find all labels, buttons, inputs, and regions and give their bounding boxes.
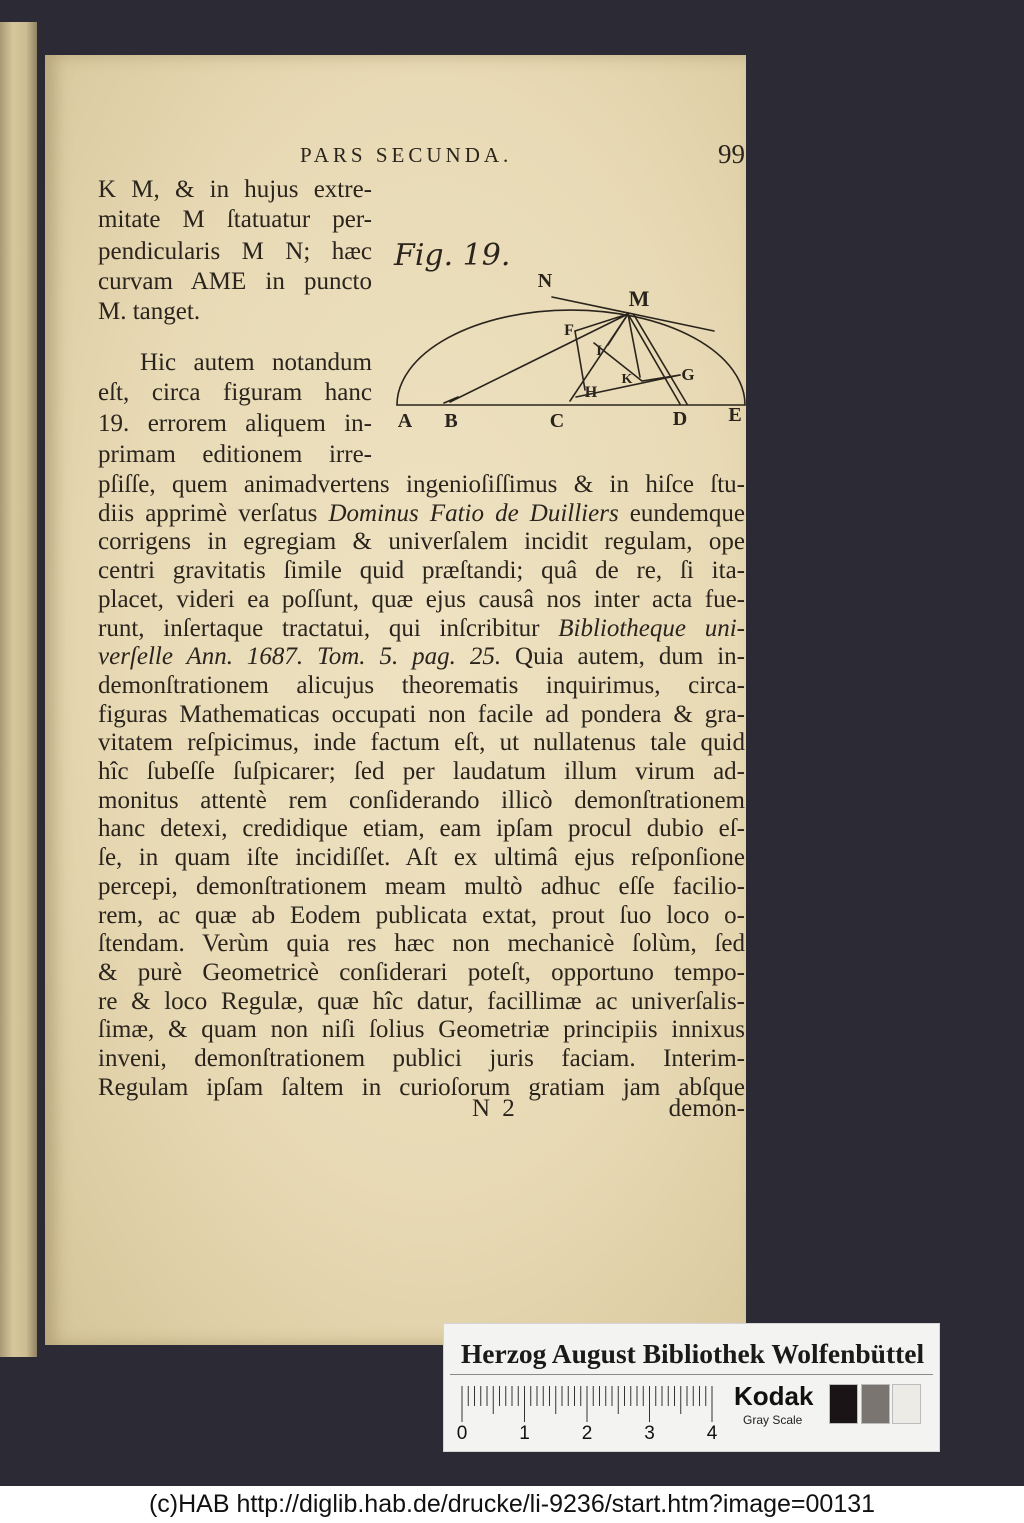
side-text-line: 19. errorem aliquem in-	[98, 410, 372, 437]
label-g: G	[681, 365, 695, 384]
text-segment: corrigens in egregiam & univerſalem incidit regulam, ope	[98, 528, 745, 556]
copyright-footer: (c)HAB http://diglib.hab.de/drucke/li-9236/start.htm?image=00131	[0, 1486, 1024, 1523]
label-e: E	[728, 404, 742, 426]
text-segment: Quia autem, dum in-	[501, 643, 745, 671]
label-n: N	[537, 270, 553, 292]
label-f: F	[564, 322, 574, 339]
ruler-label: 4	[706, 1423, 718, 1444]
side-text-line: primam editionem irre-	[98, 441, 372, 468]
centimeter-ruler	[459, 1384, 717, 1424]
label-m: M	[628, 286, 650, 311]
side-text-line: mitate M ſtatuatur per-	[98, 206, 372, 233]
side-text-line: curvam AME in puncto	[98, 268, 372, 295]
ruler-label: 2	[581, 1423, 593, 1444]
body-text-line	[98, 814, 745, 843]
label-b: B	[444, 410, 458, 432]
library-name: Herzog August Bibliothek Wolfenbüttel	[460, 1338, 925, 1369]
side-text-line: eſt, circa figuram hanc	[98, 379, 372, 406]
text-segment: figuras Mathematicas occupati non facile ad pondera & gra-	[98, 700, 745, 728]
body-text-line	[98, 757, 745, 786]
text-segment: monitus attentè rem conſiderando illicò demonſtrationem	[98, 786, 745, 814]
previous-page-edge	[0, 22, 37, 1357]
label-c: C	[549, 410, 565, 432]
text-segment: percepi, demonſtrationem meam multò adhuc eſſe facilio-	[98, 872, 745, 900]
body-text-line	[98, 786, 745, 815]
paragraph-first-line: Hic autem notandum	[140, 349, 372, 376]
kodak-logo: Kodak	[734, 1381, 814, 1411]
label-h: H	[584, 384, 598, 401]
library-scale-card	[443, 1323, 940, 1452]
text-segment: diis apprimè verſatus	[98, 499, 329, 527]
body-text-line	[98, 958, 745, 987]
body-text-line	[98, 929, 745, 958]
body-text-line	[98, 700, 745, 729]
ruler-label: 3	[644, 1423, 655, 1444]
text-segment: eundemque	[618, 499, 745, 527]
body-text-line	[98, 499, 745, 528]
text-segment: & purè Geometricè conſiderari poteſt, opportuno tempo-	[98, 958, 745, 986]
body-text-line	[98, 901, 745, 930]
text-segment: placet, videri ea poſſunt, quæ ejus causâ nos inter acta fue-	[98, 585, 745, 613]
gray-patch-mid	[861, 1384, 890, 1424]
text-segment: demonſtrationem alicujus theorematis inquirimus, circa-	[98, 671, 745, 699]
figure-caption: Fig. 19.	[394, 238, 511, 273]
text-segment: re & loco Regulæ, quæ hîc datur, facillimæ ac univerſalis-	[98, 987, 745, 1015]
body-text-line	[98, 728, 745, 757]
body-text-line	[98, 585, 745, 614]
text-segment: centri gravitatis ſimile quid præſtandi; quâ de re, ſi ita-	[98, 557, 745, 585]
text-segment: inveni, demonſtrationem publici juris faciam. Interim-	[98, 1045, 745, 1072]
italic-text-segment: Bibliotheque uni-	[558, 614, 745, 642]
ruler-label: 0	[456, 1423, 468, 1444]
text-segment: ſtendam. Verùm quia res hæc non mechanicè ſolùm, ſed	[98, 930, 745, 958]
side-text-line: K M, & in hujus extre-	[98, 176, 372, 203]
card-divider	[450, 1374, 933, 1375]
body-text-line	[98, 671, 745, 700]
line-kg	[642, 375, 680, 381]
ruler-label: 1	[519, 1423, 530, 1444]
gray-scale-label: Gray Scale	[743, 1413, 803, 1427]
side-text-line: pendicularis M N; hæc	[98, 238, 372, 265]
text-segment: ſe, in quam iſte incidiſſet. Aſt ex ultimâ ejus reſponſione	[98, 844, 745, 872]
italic-text-segment: verſelle Ann. 1687. Tom. 5. pag. 25.	[98, 643, 502, 671]
text-segment: pſiſſe, quem animadvertens ingenioſiſſimus & in hiſce ſtu-	[98, 471, 745, 498]
catchword: demon-	[668, 1095, 745, 1122]
label-d: D	[672, 408, 688, 430]
text-segment: vitatem reſpicimus, inde factum eſt, ut nullatenus tale quid	[98, 729, 745, 757]
text-segment: ſimæ, & quam non niſi ſolius Geometriæ principiis innixus	[98, 1016, 745, 1044]
italic-text-segment: Dominus Fatio de Duilliers	[328, 499, 619, 527]
label-k: K	[621, 372, 633, 387]
line-fh	[575, 331, 585, 390]
text-segment: rem, ac quæ ab Eodem publicata extat, prout ſuo loco o-	[98, 901, 745, 929]
page-number: 99	[718, 139, 745, 169]
body-text-line	[98, 872, 745, 901]
geometry-figure	[380, 225, 760, 440]
gray-patch-light	[892, 1384, 921, 1424]
body-text-line	[98, 987, 745, 1016]
label-i: I	[596, 343, 602, 359]
label-a: A	[397, 410, 413, 432]
text-segment: runt, inſertaque tractatui, qui inſcribitur	[98, 614, 559, 642]
body-text-line	[98, 1015, 745, 1044]
text-segment: hîc ſubeſſe ſuſpicarer; ſed per laudatum illum virum ad-	[98, 758, 745, 785]
side-text-line: M. tanget.	[98, 298, 201, 325]
line-dm-parallel	[634, 315, 687, 404]
body-text-line	[98, 527, 745, 556]
body-text-line	[98, 642, 745, 671]
text-segment: hanc detexi, credidique etiam, eam ipſam procul dubio eſ-	[98, 815, 745, 843]
text-segment: Regulam ipſam ſaltem in curioſorum gratiam jam abſque	[98, 1073, 745, 1101]
line-fm	[575, 314, 628, 331]
body-text-line	[98, 843, 745, 872]
signature-mark: N 2	[472, 1095, 518, 1122]
body-text-line	[98, 1044, 745, 1073]
body-text-line	[98, 470, 745, 499]
running-head-title: PARS SECUNDA.	[300, 143, 513, 167]
gray-patch-dark	[829, 1384, 858, 1424]
body-text-line	[98, 556, 745, 585]
body-text-line	[98, 614, 745, 643]
